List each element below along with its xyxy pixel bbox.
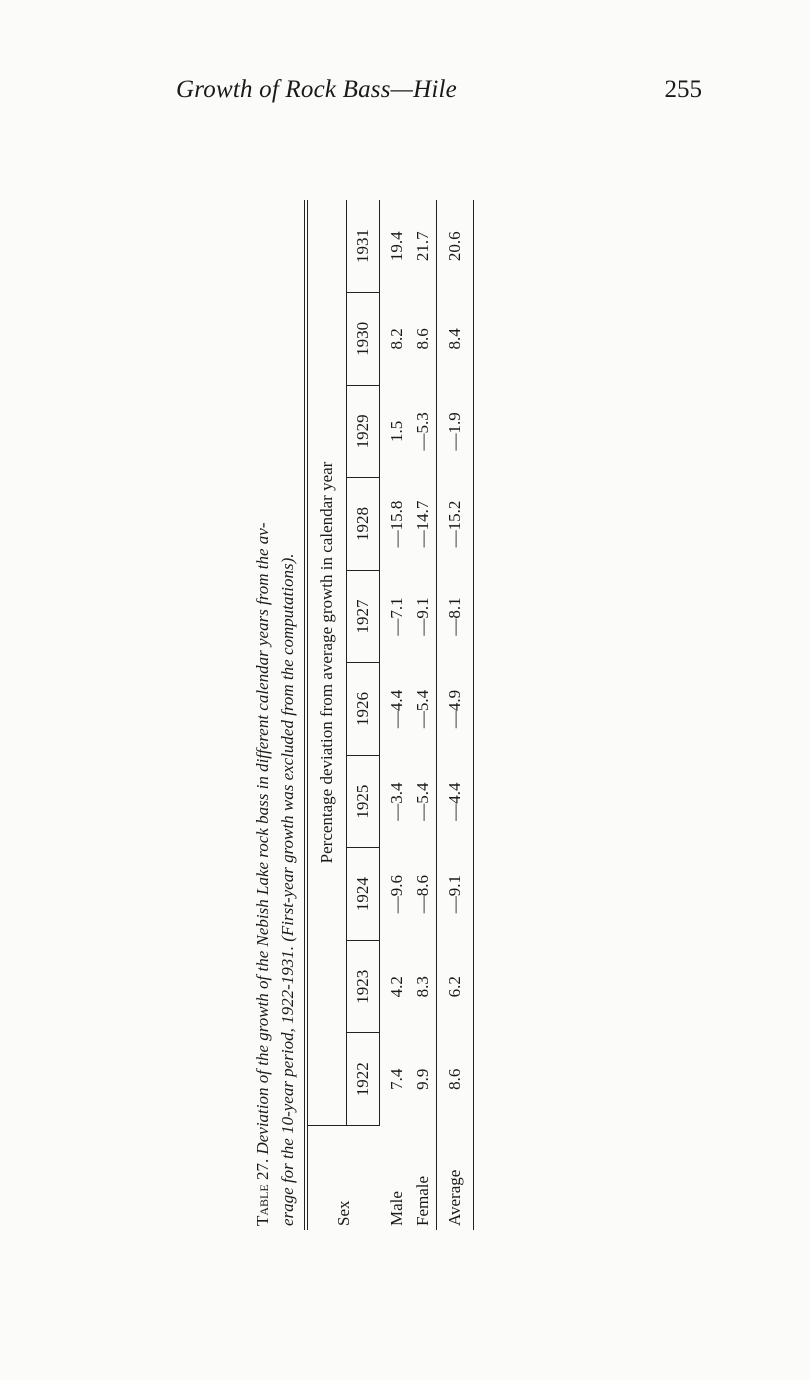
table-cell: 8.6	[413, 328, 432, 350]
table-label: Table 27.	[253, 1158, 272, 1226]
table-cell: —5.4	[413, 689, 432, 729]
spanning-header: Percentage deviation from average growth in calendar year	[308, 200, 347, 1126]
table-cell: 7.4	[387, 1068, 406, 1090]
year-header: 1928	[347, 478, 380, 571]
year-header: 1930	[347, 293, 380, 386]
running-head-title: Growth of Rock Bass—Hile	[176, 76, 457, 103]
table-cell: —4.4	[437, 755, 474, 848]
table-cell: 19.4	[387, 231, 406, 262]
year-header: 1926	[347, 663, 380, 756]
table-cell: —7.1	[387, 597, 406, 636]
table-cell: —1.9	[437, 385, 474, 478]
table-cell: —15.8	[387, 500, 406, 548]
caption-line-1	[250, 200, 275, 1226]
row-label: Female	[413, 1175, 432, 1226]
table-cell: 8.4	[437, 293, 474, 386]
table-cell: —5.3	[413, 412, 432, 451]
page-number: 255	[664, 76, 702, 103]
year-header: 1927	[347, 570, 380, 663]
row-label: Average	[437, 1126, 474, 1231]
rotated-table-block	[250, 200, 464, 1230]
caption-text-1: Deviation of the growth of the Nebish Lake rock bass in different calendar years from the av-	[253, 522, 272, 1155]
table-row-average	[437, 200, 474, 1230]
table-cell: 8.3	[413, 976, 432, 998]
table-cell: —9.6	[387, 875, 406, 914]
table-cell: —9.1	[413, 597, 432, 636]
table-cell: —15.2	[437, 478, 474, 571]
table-cell: 8.6	[437, 1033, 474, 1126]
table-cell: 4.2	[387, 976, 406, 998]
table-row-male	[380, 200, 411, 1230]
table-row-female	[410, 200, 437, 1230]
table-cell: —14.7	[413, 500, 432, 548]
table-cell: —4.9	[437, 663, 474, 756]
deviation-table	[308, 200, 474, 1230]
row-label: Male	[386, 1191, 406, 1226]
year-header: 1925	[347, 755, 380, 848]
table-cell: 21.7	[413, 231, 432, 262]
year-header: 1929	[347, 385, 380, 478]
table-cell: 20.6	[437, 200, 474, 293]
table-cell: —9.1	[437, 848, 474, 941]
caption-line-2: erage for the 10-year period, 1922-1931. (First-year growth was excluded from the computations).	[278, 553, 297, 1226]
table-cell: —3.4	[387, 782, 406, 821]
table-cell: 9.9	[413, 1068, 432, 1090]
year-header: 1922	[347, 1033, 380, 1126]
table-cell: 1.5	[387, 420, 406, 443]
table-cell: 6.2	[437, 940, 474, 1033]
table-cell: —8.6	[413, 875, 432, 914]
year-header: 1924	[347, 848, 380, 941]
stub-header: Sex	[333, 1200, 353, 1226]
year-header: 1931	[347, 200, 380, 293]
table-cell: —4.4	[387, 689, 406, 729]
table-cell: 8.2	[387, 328, 406, 350]
year-header: 1923	[347, 940, 380, 1033]
table-cell: —5.4	[413, 782, 432, 821]
table-caption	[250, 200, 300, 1230]
table-cell: —8.1	[437, 570, 474, 663]
